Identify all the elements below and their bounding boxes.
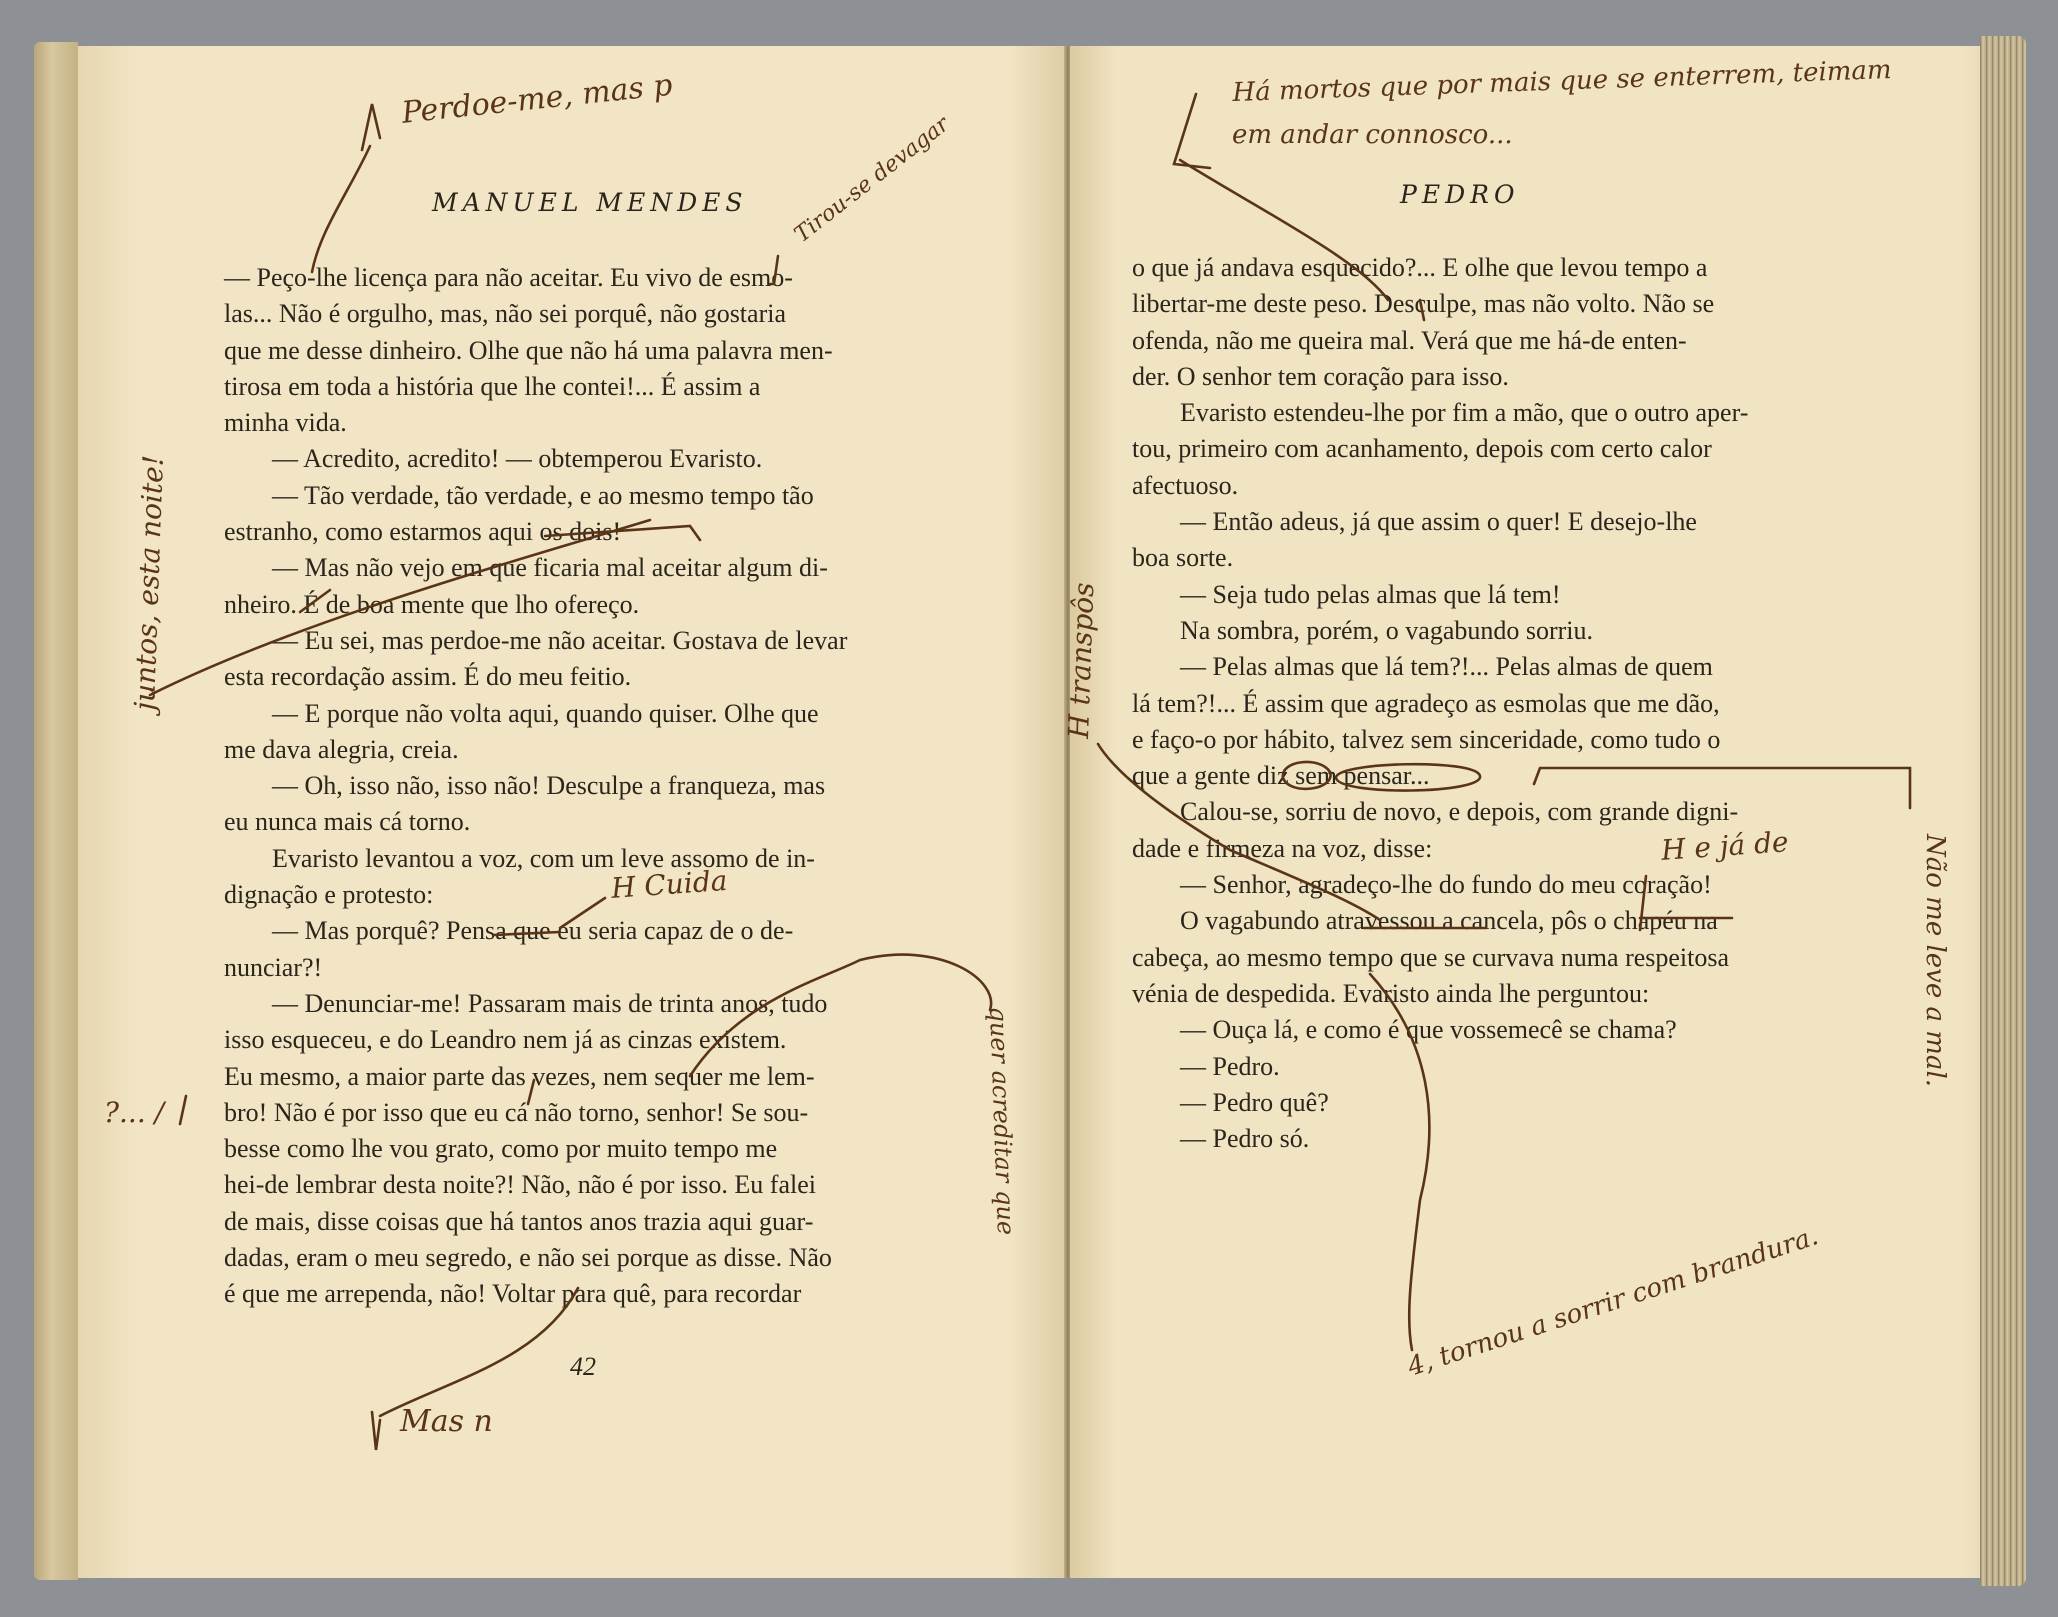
- annotation-right-left-margin: H transpôs: [1062, 581, 1101, 740]
- annotation-left-mid: H Cuida: [610, 863, 729, 905]
- text-line: ofenda, não me queira mal. Verá que me há-de enten-: [1132, 325, 1687, 355]
- text-line: Evaristo estendeu-lhe por fim a mão, que o outro aper-: [1180, 398, 1749, 428]
- text-line: dadas, eram o meu segredo, e não sei porque as disse. Não: [224, 1243, 832, 1273]
- text-line: — Pedro.: [1180, 1051, 1280, 1081]
- text-line: — Oh, isso não, isso não! Desculpe a franqueza, mas: [272, 771, 826, 801]
- text-line: nunciar?!: [224, 952, 323, 982]
- text-line: hei-de lembrar desta noite?! Não, não é por isso. Eu falei: [224, 1170, 816, 1200]
- running-head-right: PEDRO: [1400, 180, 1520, 209]
- text-line: que a gente diz sem pensar...: [1132, 761, 1430, 791]
- text-line: Eu mesmo, a maior parte das vezes, nem sequer me lem-: [224, 1061, 815, 1091]
- text-line: afectuoso.: [1132, 470, 1239, 500]
- text-line: o que já andava esquecido?... E olhe que levou tempo a: [1132, 253, 1708, 282]
- text-line: me dava alegria, creia.: [224, 734, 459, 764]
- annotation-right-mid: H e já de: [1660, 825, 1790, 867]
- annotation-right-top-1: Há mortos que por mais que se enterrem, teimam: [1232, 54, 1893, 108]
- text-line: boa sorte.: [1132, 543, 1234, 573]
- text-line: vénia de despedida. Evaristo ainda lhe perguntou:: [1132, 978, 1650, 1008]
- annotation-right-margin: Não me leve a mal.: [1920, 834, 1950, 1088]
- text-line: O vagabundo atravessou a cancela, pôs o chapéu na: [1180, 906, 1718, 936]
- text-line: — E porque não volta aqui, quando quiser. Olhe que: [272, 698, 819, 728]
- book-cover-edge-left: [34, 42, 78, 1580]
- text-line: de mais, disse coisas que há tantos anos trazia aqui guar-: [224, 1206, 814, 1236]
- text-line: esta recordação assim. É do meu feitio.: [224, 662, 632, 692]
- annotation-left-top: Perdoe-me, mas p: [400, 67, 675, 131]
- text-line: nheiro. É de boa mente que lho ofereço.: [224, 589, 640, 619]
- text-line: — Tão verdade, tão verdade, e ao mesmo tempo tão: [272, 480, 814, 510]
- text-line: — Denunciar-me! Passaram mais de trinta anos, tudo: [272, 988, 828, 1018]
- page-number: 42: [570, 1352, 596, 1381]
- text-line: é que me arrependa, não! Voltar para quê, para recordar: [224, 1279, 802, 1309]
- right-page-body: [1132, 250, 1858, 1157]
- annotation-left-right-margin: quer acreditar que: [984, 1006, 1020, 1236]
- text-line: estranho, como estarmos aqui os dois!: [224, 517, 622, 547]
- text-line: — Pelas almas que lá tem?!... Pelas almas de quem: [1180, 652, 1713, 682]
- annotation-left-top-right: Tirou-se devagar: [790, 111, 955, 248]
- text-line: bro! Não é por isso que eu cá não torno, senhor! Se sou-: [224, 1097, 809, 1127]
- text-line: tirosa em toda a história que lhe contei!... É assim a: [224, 371, 761, 401]
- text-line: Na sombra, porém, o vagabundo sorriu.: [1180, 615, 1594, 645]
- text-line: eu nunca mais cá torno.: [224, 807, 471, 837]
- text-line: — Pedro só.: [1180, 1124, 1310, 1154]
- text-line: — Acredito, acredito! — obtemperou Evaristo.: [272, 444, 763, 474]
- text-line: isso esqueceu, e do Leandro nem já as cinzas existem.: [224, 1025, 787, 1055]
- text-line: — Senhor, agradeço-lhe do fundo do meu coração!: [1180, 870, 1712, 900]
- text-line: — Seja tudo pelas almas que lá tem!: [1180, 579, 1561, 609]
- text-line: Calou-se, sorriu de novo, e depois, com grande digni-: [1180, 797, 1739, 827]
- text-line: — Mas porquê? Pensa que eu seria capaz de o de-: [272, 916, 794, 946]
- annotation-right-top-2: em andar connosco...: [1232, 120, 1513, 150]
- text-line: dade e firmeza na voz, disse:: [1132, 833, 1433, 863]
- text-line: que me desse dinheiro. Olhe que não há uma palavra men-: [224, 335, 833, 365]
- annotation-left-lower-margin: ?... /: [104, 1096, 165, 1129]
- text-line: cabeça, ao mesmo tempo que se curvava numa respeitosa: [1132, 942, 1730, 972]
- text-line: — Pedro quê?: [1180, 1087, 1329, 1117]
- annotation-left-margin: juntos, esta noite!: [128, 454, 170, 712]
- text-line: dignação e protesto:: [224, 880, 434, 910]
- text-line: — Ouça lá, e como é que vossemecê se chama?: [1180, 1015, 1677, 1045]
- text-line: besse como lhe vou grato, como por muito tempo me: [224, 1134, 778, 1164]
- text-line: tou, primeiro com acanhamento, depois com certo calor: [1132, 434, 1712, 464]
- text-line: Evaristo levantou a voz, com um leve assomo de in-: [272, 843, 815, 873]
- page-edges-right: [1980, 36, 2026, 1586]
- text-line: — Peço-lhe licença para não aceitar. Eu vivo de esmo-: [224, 263, 793, 292]
- text-line: las... Não é orgulho, mas, não sei porquê, não gostaria: [224, 299, 786, 329]
- text-line: lá tem?!... É assim que agradeço as esmolas que me dão,: [1132, 688, 1720, 718]
- text-line: libertar-me deste peso. Desculpe, mas não volto. Não se: [1132, 289, 1715, 319]
- text-line: minha vida.: [224, 408, 347, 438]
- text-line: der. O senhor tem coração para isso.: [1132, 361, 1509, 391]
- running-head-left: MANUEL MENDES: [432, 188, 748, 217]
- text-line: — Mas não vejo em que ficaria mal aceitar algum di-: [272, 553, 828, 583]
- text-line: — Então adeus, já que assim o quer! E desejo-lhe: [1180, 507, 1697, 537]
- text-line: — Eu sei, mas perdoe-me não aceitar. Gostava de levar: [272, 625, 848, 655]
- annotation-left-bottom: Mas n: [400, 1404, 493, 1439]
- annotation-right-bottom: 4, tornou a sorrir com brandura.: [1404, 1221, 1822, 1383]
- left-page-body: [224, 260, 952, 1313]
- text-line: e faço-o por hábito, talvez sem sinceridade, como tudo o: [1132, 724, 1721, 754]
